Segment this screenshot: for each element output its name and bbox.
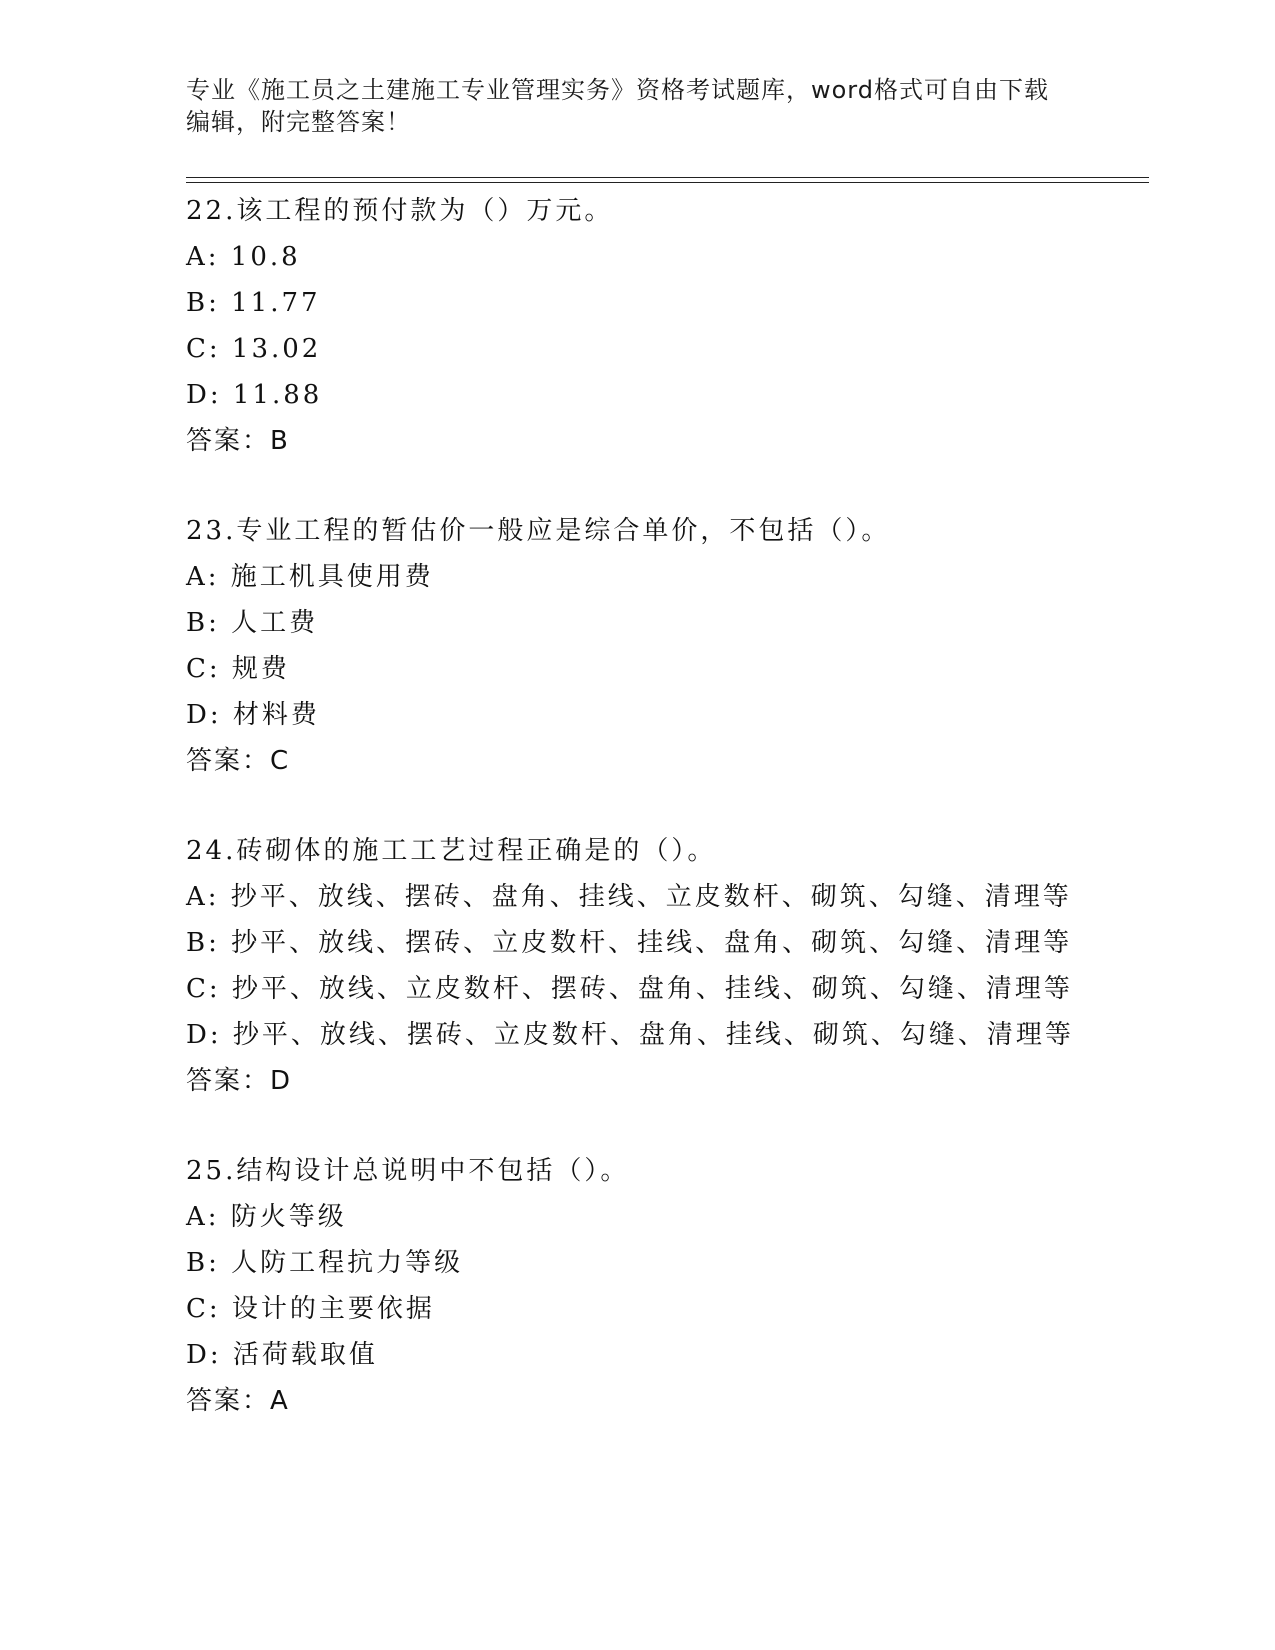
option-b: B: 11.77	[186, 288, 321, 318]
option-d: D: 材料费	[186, 700, 320, 730]
answer-label: 答案：B	[186, 426, 290, 456]
header-divider-top	[186, 177, 1149, 178]
question-stem: 23.专业工程的暂估价一般应是综合单价，不包括（）。	[186, 516, 891, 546]
option-a: A: 抄平、放线、摆砖、盘角、挂线、立皮数杆、砌筑、勾缝、清理等	[186, 882, 1072, 912]
question-stem: 25.结构设计总说明中不包括（）。	[186, 1156, 630, 1186]
question-stem: 22.该工程的预付款为（）万元。	[186, 196, 614, 226]
option-b: B: 人工费	[186, 608, 319, 638]
option-d: D: 活荷载取值	[186, 1340, 378, 1370]
answer-label: 答案：D	[186, 1066, 293, 1096]
option-a: A: 防火等级	[186, 1202, 347, 1232]
option-d: D: 抄平、放线、摆砖、立皮数杆、盘角、挂线、砌筑、勾缝、清理等	[186, 1020, 1074, 1050]
option-c: C: 规费	[186, 654, 290, 684]
option-b: B: 人防工程抗力等级	[186, 1248, 464, 1278]
option-c: C: 抄平、放线、立皮数杆、摆砖、盘角、挂线、砌筑、勾缝、清理等	[186, 974, 1073, 1004]
answer-label: 答案：C	[186, 746, 291, 776]
question-25	[186, 1148, 1106, 1424]
option-d: D: 11.88	[186, 380, 323, 410]
question-23	[186, 508, 1106, 784]
option-a: A: 施工机具使用费	[186, 562, 434, 592]
answer-label: 答案：A	[186, 1386, 290, 1416]
question-24	[186, 828, 1106, 1104]
question-stem: 24.砖砌体的施工工艺过程正确是的（）。	[186, 836, 717, 866]
question-22	[186, 188, 1106, 464]
option-c: C: 13.02	[186, 334, 322, 364]
option-c: C: 设计的主要依据	[186, 1294, 435, 1324]
option-a: A: 10.8	[186, 242, 301, 272]
option-b: B: 抄平、放线、摆砖、立皮数杆、挂线、盘角、砌筑、勾缝、清理等	[186, 928, 1073, 958]
header-divider-bottom	[186, 182, 1149, 183]
document-header: 专业《施工员之土建施工专业管理实务》资格考试题库，word格式可自由下载编辑，附完整答案！	[186, 76, 1049, 136]
